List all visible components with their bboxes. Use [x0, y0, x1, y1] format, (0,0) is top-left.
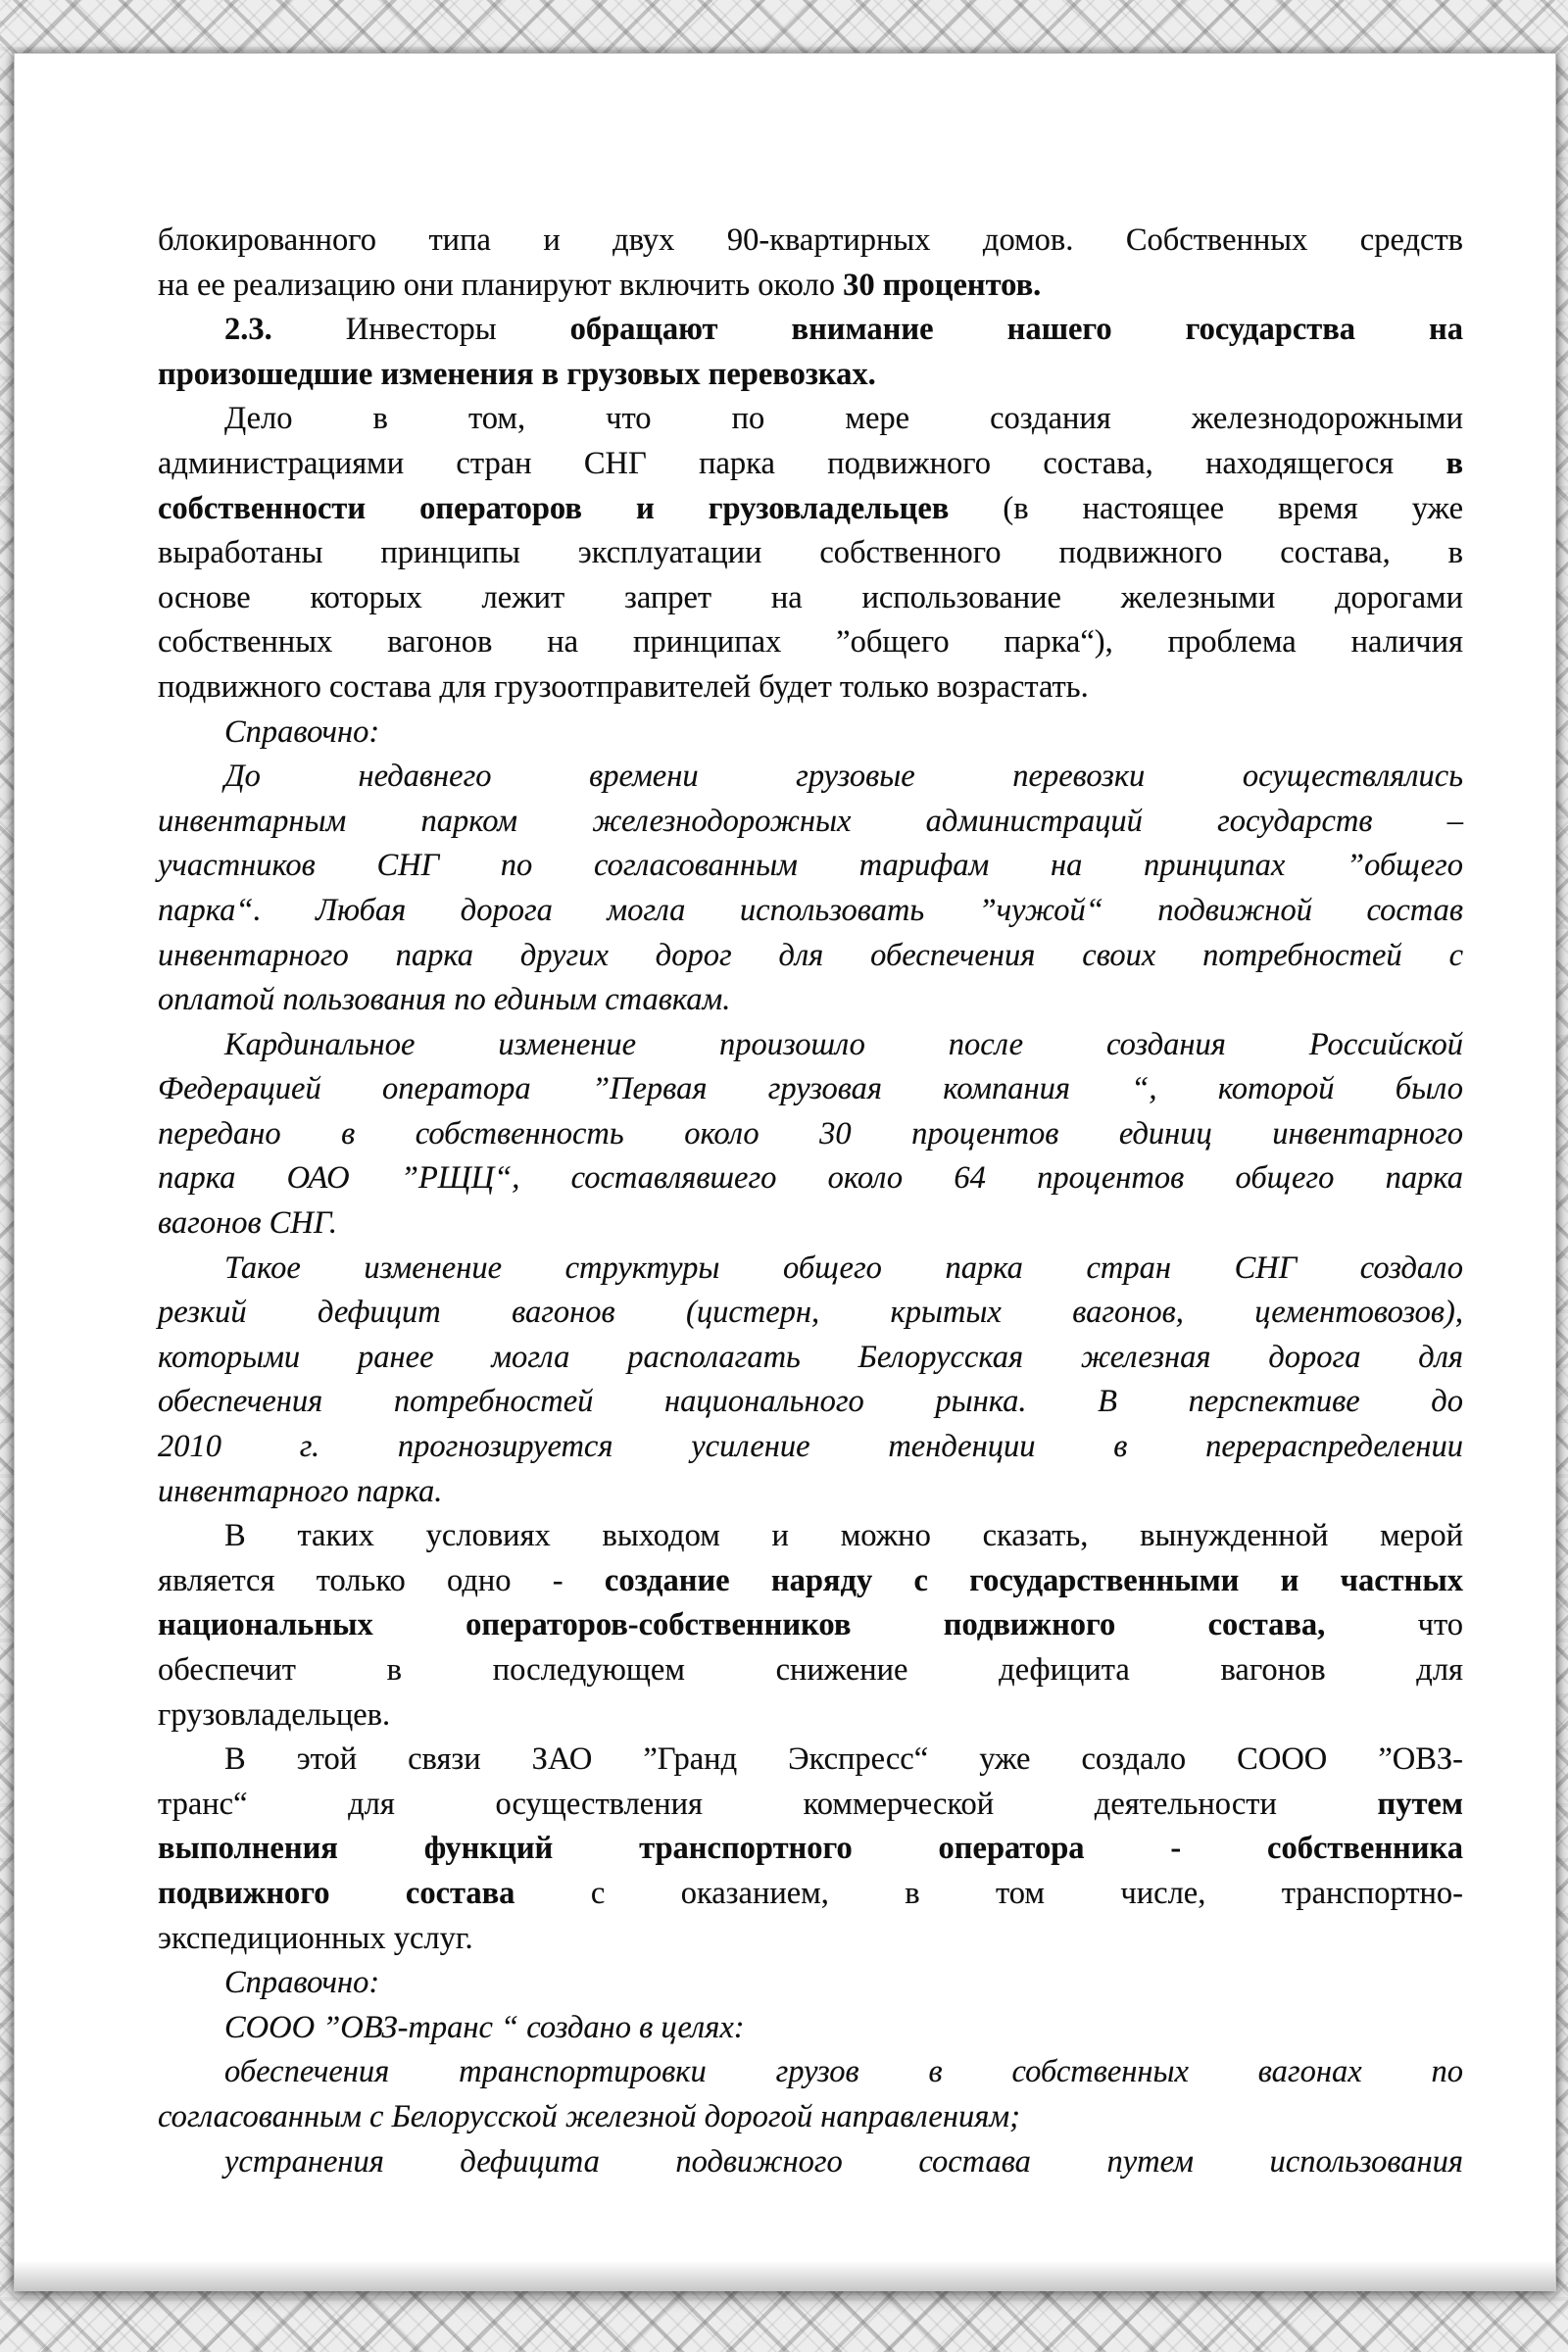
text-segment: администрациями стран СНГ парка подвижного состава, находящегося [158, 445, 1446, 481]
text-segment: До недавнего времени грузовые перевозки осуществлялись [224, 759, 1463, 795]
text-line [158, 1603, 1463, 1648]
text-line [158, 308, 1463, 353]
text-line [158, 2095, 1463, 2140]
text-segment: грузовладельцев. [158, 1696, 391, 1733]
text-line [158, 844, 1463, 889]
text-segment: обеспечит в последующем снижение дефицита вагонов для [158, 1652, 1463, 1688]
text-line [158, 800, 1463, 845]
text-segment: путем [1377, 1786, 1463, 1822]
text-segment: вагонов СНГ. [158, 1205, 337, 1242]
text-line [158, 889, 1463, 934]
text-segment: Дело в том, что по мере создания железнодорожными [224, 401, 1463, 437]
text-line [158, 1693, 1463, 1739]
text-line [158, 2140, 1463, 2185]
text-line [158, 2050, 1463, 2095]
text-segment: обеспечения потребностей национального рынка. В перспективе до [158, 1384, 1463, 1420]
text-line [158, 1067, 1463, 1112]
text-line [158, 934, 1463, 979]
text-segment: обеспечения транспортировки грузов в собственных вагонах по [224, 2054, 1463, 2090]
text-line [158, 2006, 1463, 2051]
text-segment: согласованным с Белорусской железной дорогой направлениям; [158, 2098, 1020, 2134]
text-line [158, 1470, 1463, 1515]
text-segment: 2010 г. прогнозируется усиление тенденции в перераспределении [158, 1429, 1463, 1465]
text-segment: участников СНГ по согласованным тарифам на принципах ”общего [158, 848, 1463, 884]
text-segment: собственности операторов и грузовладельцев [158, 490, 1004, 526]
text-segment: является только одно - [158, 1562, 605, 1598]
text-line [158, 576, 1463, 621]
text-line [158, 1380, 1463, 1425]
text-segment: В таких условиях выходом и можно сказать, вынужденной мерой [224, 1518, 1463, 1554]
text-line [158, 978, 1463, 1023]
text-segment: СООО ”ОВЗ-транс “ создано в целях: [224, 2009, 745, 2045]
text-segment: оплатой пользования по единым ставкам. [158, 982, 731, 1018]
text-line [158, 1783, 1463, 1828]
text-segment: инвентарного парка других дорог для обеспечения своих потребностей с [158, 937, 1463, 973]
text-segment: Кардинальное изменение произошло после создания Российской [224, 1026, 1463, 1062]
text-line [158, 1112, 1463, 1157]
text-segment: Федерацией оператора ”Первая грузовая компания “, которой было [158, 1071, 1463, 1107]
text-line [158, 1514, 1463, 1559]
text-segment: инвентарного парка. [158, 1473, 443, 1509]
text-segment: передано в собственность около 30 процентов единиц инвентарного [158, 1115, 1463, 1152]
text-segment: экспедиционных услуг. [158, 1920, 473, 1956]
text-segment: с оказанием, в том числе, транспортно- [590, 1875, 1463, 1911]
text-segment: Справочно: [224, 1965, 380, 2001]
text-segment: инвентарным парком железнодорожных администраций государств – [158, 803, 1463, 839]
text-line [158, 1247, 1463, 1292]
text-segment: собственных вагонов на принципах ”общего парка“), проблема наличия [158, 624, 1463, 661]
text-segment: создание наряду с государственными и частных [604, 1562, 1463, 1598]
text-segment: подвижного состава [158, 1875, 591, 1911]
text-segment: обращают внимание нашего государства на [569, 312, 1464, 348]
text-line [158, 442, 1463, 487]
document-body [158, 219, 1463, 2184]
text-line [158, 219, 1463, 264]
text-line [158, 710, 1463, 756]
text-line [158, 264, 1463, 309]
text-line [158, 755, 1463, 800]
text-line [158, 1336, 1463, 1381]
text-segment: основе которых лежит запрет на использование железными дорогами [158, 579, 1463, 615]
text-segment: национальных операторов-собственников подвижного состава, [158, 1607, 1418, 1643]
text-segment: Справочно: [224, 713, 380, 750]
text-segment: транс“ для осуществления коммерческой деятельности [158, 1786, 1378, 1822]
text-line [158, 620, 1463, 665]
text-line [158, 1738, 1463, 1783]
text-line [158, 397, 1463, 442]
text-line [158, 1156, 1463, 1201]
text-segment: 2.3. [224, 312, 346, 348]
text-segment: Такое изменение структуры общего парка стран СНГ создало [224, 1250, 1463, 1286]
text-line [158, 353, 1463, 398]
text-line [158, 1291, 1463, 1336]
text-segment: 30 процентов. [843, 267, 1042, 303]
text-segment: парка ОАО ”РЩЦ“, составлявшего около 64 процентов общего парка [158, 1160, 1463, 1197]
text-segment: что [1417, 1607, 1463, 1643]
text-line [158, 1023, 1463, 1068]
text-segment: В этой связи ЗАО ”Гранд Экспресс“ уже создало СООО ”ОВЗ- [224, 1741, 1463, 1778]
document-page [14, 53, 1556, 2291]
text-segment: парка“. Любая дорога могла использовать ”чужой“ подвижной состав [158, 892, 1463, 928]
text-line [158, 1425, 1463, 1470]
text-line [158, 1201, 1463, 1247]
text-line [158, 1872, 1463, 1917]
text-segment: выполнения функций транспортного оператора - собственника [158, 1831, 1463, 1867]
text-segment: устранения дефицита подвижного состава путем использования [224, 2143, 1463, 2180]
text-line [158, 1827, 1463, 1872]
text-segment: Инвесторы [345, 312, 570, 348]
text-line [158, 487, 1463, 532]
text-line [158, 665, 1463, 710]
text-segment: которыми ранее могла располагать Белорусская железная дорога для [158, 1339, 1463, 1375]
text-segment: подвижного состава для грузоотправителей будет только возрастать. [158, 668, 1089, 705]
text-segment: на ее реализацию они планируют включить около [158, 267, 844, 303]
text-line [158, 1648, 1463, 1693]
text-line [158, 531, 1463, 576]
text-segment: выработаны принципы эксплуатации собственного подвижного состава, в [158, 535, 1463, 571]
text-segment: произошедшие изменения в грузовых перевозках. [158, 356, 876, 392]
text-line [158, 1917, 1463, 1962]
text-line [158, 1559, 1463, 1604]
text-segment: (в настоящее время уже [1003, 490, 1463, 526]
text-line [158, 1961, 1463, 2006]
text-segment: резкий дефицит вагонов (цистерн, крытых вагонов, цементовозов), [158, 1295, 1463, 1331]
text-segment: блокированного типа и двух 90-квартирных домов. Собственных средств [158, 222, 1463, 258]
text-segment: в [1446, 445, 1463, 481]
